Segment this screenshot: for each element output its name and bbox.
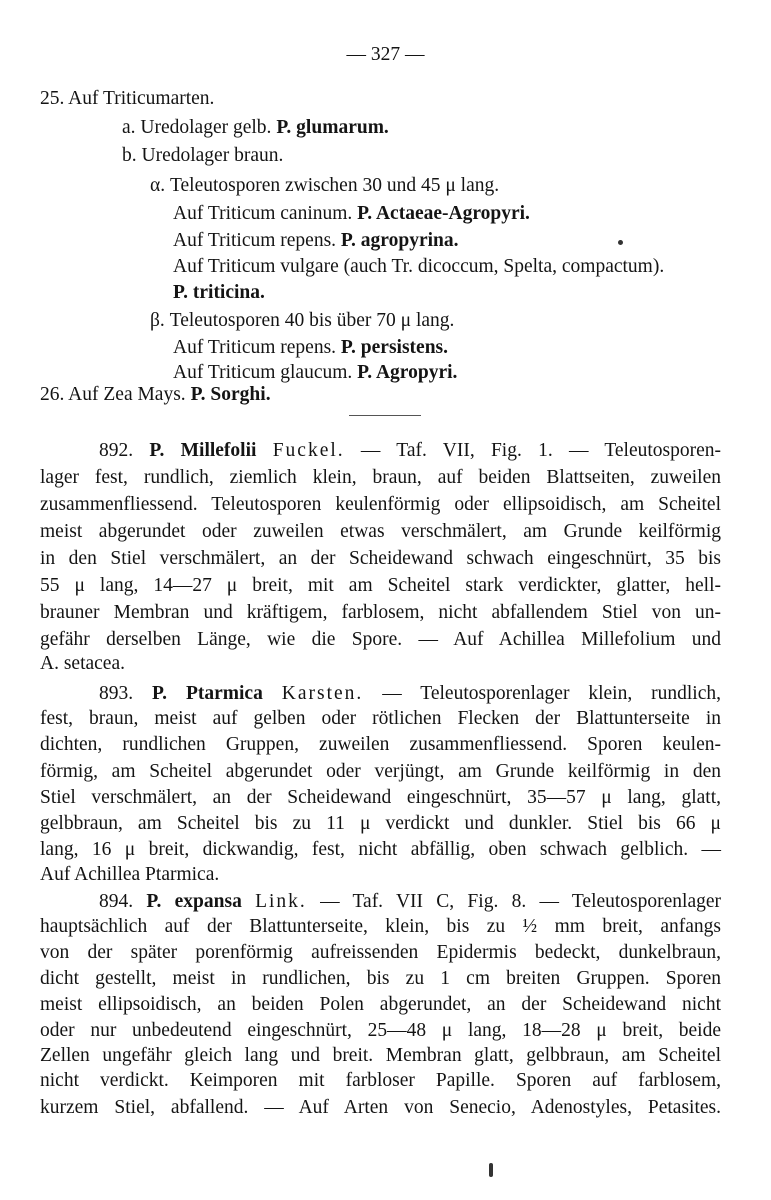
key-alpha-1-text: Auf Triticum caninum. (173, 203, 353, 224)
entry-893-line-7: lang, 16 μ breit, dickwandig, fest, nicht abfällig, oben schwach gelblich. — (40, 839, 721, 860)
key-item-25b: b. Uredolager braun. (122, 145, 284, 166)
taxon-agropyrina: P. agropyrina. (340, 230, 459, 251)
taxon-agropyri: P. Agropyri. (357, 362, 458, 383)
ink-speck (618, 240, 623, 245)
entry-894-line-7: Zellen ungefähr gleich lang und breit. Membran glatt, gelbbraun, am Scheitel (40, 1045, 721, 1066)
taxon-glumarum: P. glumarum. (276, 117, 389, 138)
entry-894-line-4: dicht gestellt, meist in rundlichen, bis zu 1 cm breiten Gruppen. Sporen (40, 968, 721, 989)
entry-892-line-2: lager fest, rundlich, ziemlich klein, braun, auf beiden Blattseiten, zuweilen (40, 467, 721, 488)
entry-892-line-5: in den Stiel verschmälert, an der Scheidewand schwach eingeschnürt, 35 bis (40, 548, 721, 569)
entry-894-number: 894. (99, 891, 134, 912)
taxon-persistens: P. persistens. (340, 337, 449, 358)
key-beta-1 (173, 338, 448, 358)
entry-893-line-4: förmig, am Scheitel abgerundet oder verjüngt, am Grunde keilförmig in den (40, 761, 721, 782)
key-item-26 (40, 385, 271, 405)
key-alpha-heading: α. Teleutosporen zwischen 30 und 45 μ lang. (150, 175, 500, 196)
key-alpha-2 (173, 231, 458, 251)
key-beta-2-text: Auf Triticum glaucum. (173, 362, 353, 383)
entry-892-line-9: A. setacea. (40, 653, 125, 674)
entry-894-line-5: meist ellipsoidisch, an beiden Polen abgerundet, an der Scheidewand nicht (40, 994, 721, 1015)
entry-892-line-8: gefähr derselben Länge, wie die Spore. — Auf Achillea Millefolium und (40, 629, 721, 650)
entry-892-line-1 (99, 441, 721, 461)
entry-892-author: Fuckel. (272, 440, 345, 461)
key-beta-2 (173, 363, 457, 383)
entry-894-author: Link. (255, 891, 307, 912)
entry-894-line-2: hauptsächlich auf der Blattunterseite, klein, bis zu ½ mm breit, anfangs (40, 916, 721, 937)
entry-892-number: 892. (99, 440, 134, 461)
entry-892-line-6: 55 μ lang, 14—27 μ breit, mit am Scheitel stark verdickter, glatter, hell- (40, 575, 721, 596)
key-alpha-2-text: Auf Triticum repens. (173, 230, 337, 251)
key-26-text: 26. Auf Zea Mays. (40, 384, 186, 405)
entry-893-line-3: dichten, rundlichen Gruppen, zuweilen zusammenfliessend. Sporen keulen- (40, 734, 721, 755)
page-number: — 327 — (346, 44, 425, 65)
section-divider (349, 415, 421, 416)
entry-893-line-8: Auf Achillea Ptarmica. (40, 864, 220, 885)
taxon-triticina-name: P. triticina. (173, 282, 265, 303)
entry-892-line-3: zusammenfliessend. Teleutosporen keulenförmig oder ellipsoidisch, am Scheitel (40, 494, 721, 515)
key-beta-heading: β. Teleutosporen 40 bis über 70 μ lang. (150, 310, 455, 331)
taxon-sorghi: P. Sorghi. (190, 384, 271, 405)
key-alpha-1 (173, 204, 530, 224)
entry-894-taxon: P. expansa (146, 891, 242, 912)
entry-892-taxon: P. Millefolii (149, 440, 257, 461)
entry-894-line-8: nicht verdickt. Keimporen mit farbloser Papille. Sporen auf farblosem, (40, 1070, 721, 1091)
entry-893-author: Karsten. (281, 683, 364, 704)
entry-894-line-6: oder nur unbedeutend eingeschnürt, 25—48 μ lang, 18—28 μ breit, beide (40, 1020, 721, 1041)
entry-893-desc: — Teleutosporenlager klein, rundlich, (382, 683, 722, 704)
entry-893-line-6: gelbbraun, am Scheitel bis zu 11 μ verdickt und dunkler. Stiel bis 66 μ (40, 813, 721, 834)
taxon-actaeae-agropyri: P. Actaeae-Agropyri. (357, 203, 530, 224)
entry-894-line-3: von der später porenförmig aufreissenden Epidermis bedeckt, dunkelbraun, (40, 942, 721, 963)
entry-893-line-5: Stiel verschmälert, an der Scheidewand eingeschnürt, 35—57 μ lang, glatt, (40, 787, 721, 808)
key-item-25: 25. Auf Triticumarten. (40, 88, 215, 109)
entry-893-line-1 (99, 684, 721, 704)
entry-892-line-7: brauner Membran und kräftigem, farblosem, nicht abfallendem Stiel von un- (40, 602, 721, 623)
entry-894-line-1 (99, 892, 721, 912)
entry-894-line-9: kurzem Stiel, abfallend. — Auf Arten von Senecio, Adenostyles, Petasites. (40, 1097, 721, 1118)
key-alpha-3: Auf Triticum vulgare (auch Tr. dicoccum, Spelta, compactum). (173, 256, 665, 277)
key-item-25a (122, 118, 389, 138)
key-25a-text: a. Uredolager gelb. (122, 117, 272, 138)
entry-892-line-4: meist abgerundet oder zuweilen etwas verschmälert, am Grunde keilförmig (40, 521, 721, 542)
taxon-triticina (173, 283, 265, 303)
entry-893-number: 893. (99, 683, 134, 704)
entry-892-ref: — Taf. VII, Fig. 1. — Teleutosporen- (360, 440, 722, 461)
key-beta-1-text: Auf Triticum repens. (173, 337, 337, 358)
entry-894-ref: — Taf. VII C, Fig. 8. — Teleutosporenlager (320, 891, 722, 912)
entry-893-line-2: fest, braun, meist auf gelben oder rötlichen Flecken der Blattunterseite in (40, 708, 721, 729)
ink-mark (489, 1163, 493, 1177)
entry-893-taxon: P. Ptarmica (152, 683, 263, 704)
